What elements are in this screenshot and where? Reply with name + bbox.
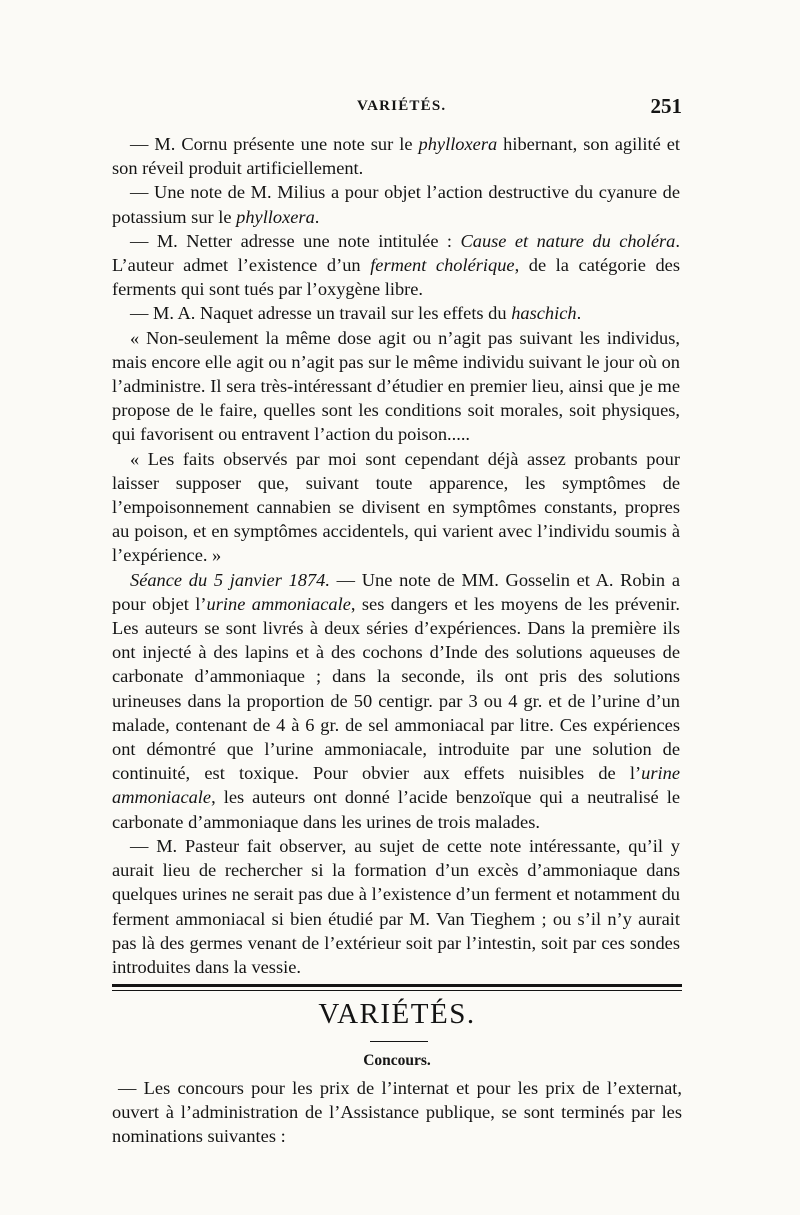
italic-term: urine ammoniacale bbox=[206, 593, 351, 614]
paragraph-milius bbox=[112, 180, 680, 228]
page-number: 251 bbox=[650, 94, 682, 118]
divider-thick-rule bbox=[112, 984, 682, 987]
section-title: VARIÉTÉS. bbox=[318, 998, 476, 1030]
italic-term: phylloxera bbox=[236, 206, 315, 227]
running-head bbox=[112, 94, 682, 122]
title-underline-rule bbox=[370, 1041, 428, 1042]
italic-term: haschich bbox=[511, 303, 577, 324]
paragraph-quote-1: « Non-seulement la même dose agit ou n’agit pas suivant les individus, mais encore elle agit ou n’agit pas sur le même individu suivant le jour où on l’administre. Il sera très-intéressant d’étudier en premier lieu, ainsi que je me propose de le faire, quelles sont les conditions soit morales, soit physiques, qui favorisent ou entravent l’action du poison..... bbox=[112, 327, 680, 445]
divider-thin-rule bbox=[112, 990, 682, 991]
italic-term: ferment cholérique bbox=[370, 255, 515, 276]
text-run: . L’auteur admet l’existence d’un bbox=[112, 230, 680, 276]
italic-term: phylloxera bbox=[418, 134, 498, 154]
text-run: . bbox=[314, 206, 320, 227]
italic-title: Cause et nature du choléra bbox=[460, 230, 676, 251]
body-text bbox=[112, 132, 680, 979]
paragraph-cornu bbox=[112, 132, 680, 180]
text-run: — M. Cornu présente une note sur le bbox=[130, 134, 419, 154]
text-run: . bbox=[576, 303, 582, 324]
text-run: — M. A. Naquet adresse un travail sur les effets du bbox=[130, 303, 512, 324]
paragraph-naquet bbox=[112, 301, 680, 325]
text-run: hibernant, son agilité et son réveil produit artificiellement. bbox=[112, 134, 680, 179]
section-body bbox=[112, 1076, 682, 1148]
text-run: , de la catégorie des ferments qui sont tués par l’oxygène libre. bbox=[112, 255, 680, 300]
text-run: — M. Netter adresse une note intitulée : bbox=[130, 230, 461, 251]
text-run: — Une note de M. Milius a pour objet l’action destructive du cyanure de potassium sur le bbox=[112, 182, 680, 227]
text-run: — Une note de MM. Gosselin et A. Robin a pour objet l’ bbox=[112, 569, 680, 614]
section-divider bbox=[112, 984, 682, 991]
text-run: , ses dangers et les moyens de les prévenir. Les auteurs se sont livrés à deux séries d’expériences. Dans la première ils ont injecté à des lapins et à des cochons d’Inde des solutions aqueuses de carbonate d’ammoniaque ; dans la seconde, ils ont pris des solutions urineuses dans la proportion de 50 centigr. par 3 ou 4 gr. et de l’urine d’un malade, contenant de 4 à 6 gr. de sel ammoniacal par litre. Ces expériences ont démontré que l’urine ammoniacale, introduite par une solution de continuité, est toxique. Pour obvier aux effets nuisibles de l’ bbox=[112, 593, 680, 784]
subsection-title: Concours. bbox=[363, 1052, 431, 1069]
paragraph-seance bbox=[112, 568, 680, 834]
paragraph-netter bbox=[112, 229, 680, 302]
text-run: , les auteurs ont donné l’acide benzoïque qui a neutralisé le carbonate d’ammoniaque dans les urines de trois malades. bbox=[112, 787, 680, 832]
paragraph-pasteur: — M. Pasteur fait observer, au sujet de cette note intéressante, qu’il y aurait lieu de rechercher si la formation d’un excès d’ammoniaque dans quelques urines ne serait pas due à l’existence d’un ferment et notamment du ferment ammoniacal si bien étudié par M. Van Tieghem ; ou s’il n’y aurait pas là des germes venant de l’extérieur soit par l’intestin, soit par ces sondes introduites dans la vessie. bbox=[112, 835, 680, 977]
seance-date: Séance du 5 janvier 1874. bbox=[130, 569, 330, 590]
running-title: VARIÉTÉS. bbox=[357, 98, 447, 114]
italic-term: urine ammoniacale bbox=[112, 763, 680, 808]
paragraph-quote-2: « Les faits observés par moi sont cependant déjà assez probants pour laisser supposer que, suivant toute apparence, les symptômes de l’empoisonnement cannabien se divisent en symptômes constants, propres au poison, et en symptômes accidentels, qui varient avec l’individu soumis à l’expérience. » bbox=[112, 448, 680, 566]
paragraph-concours: — Les concours pour les prix de l’internat et pour les prix de l’externat, ouvert à l’administration de l’Assistance publique, se sont terminés par les nominations suivantes : bbox=[112, 1078, 682, 1146]
